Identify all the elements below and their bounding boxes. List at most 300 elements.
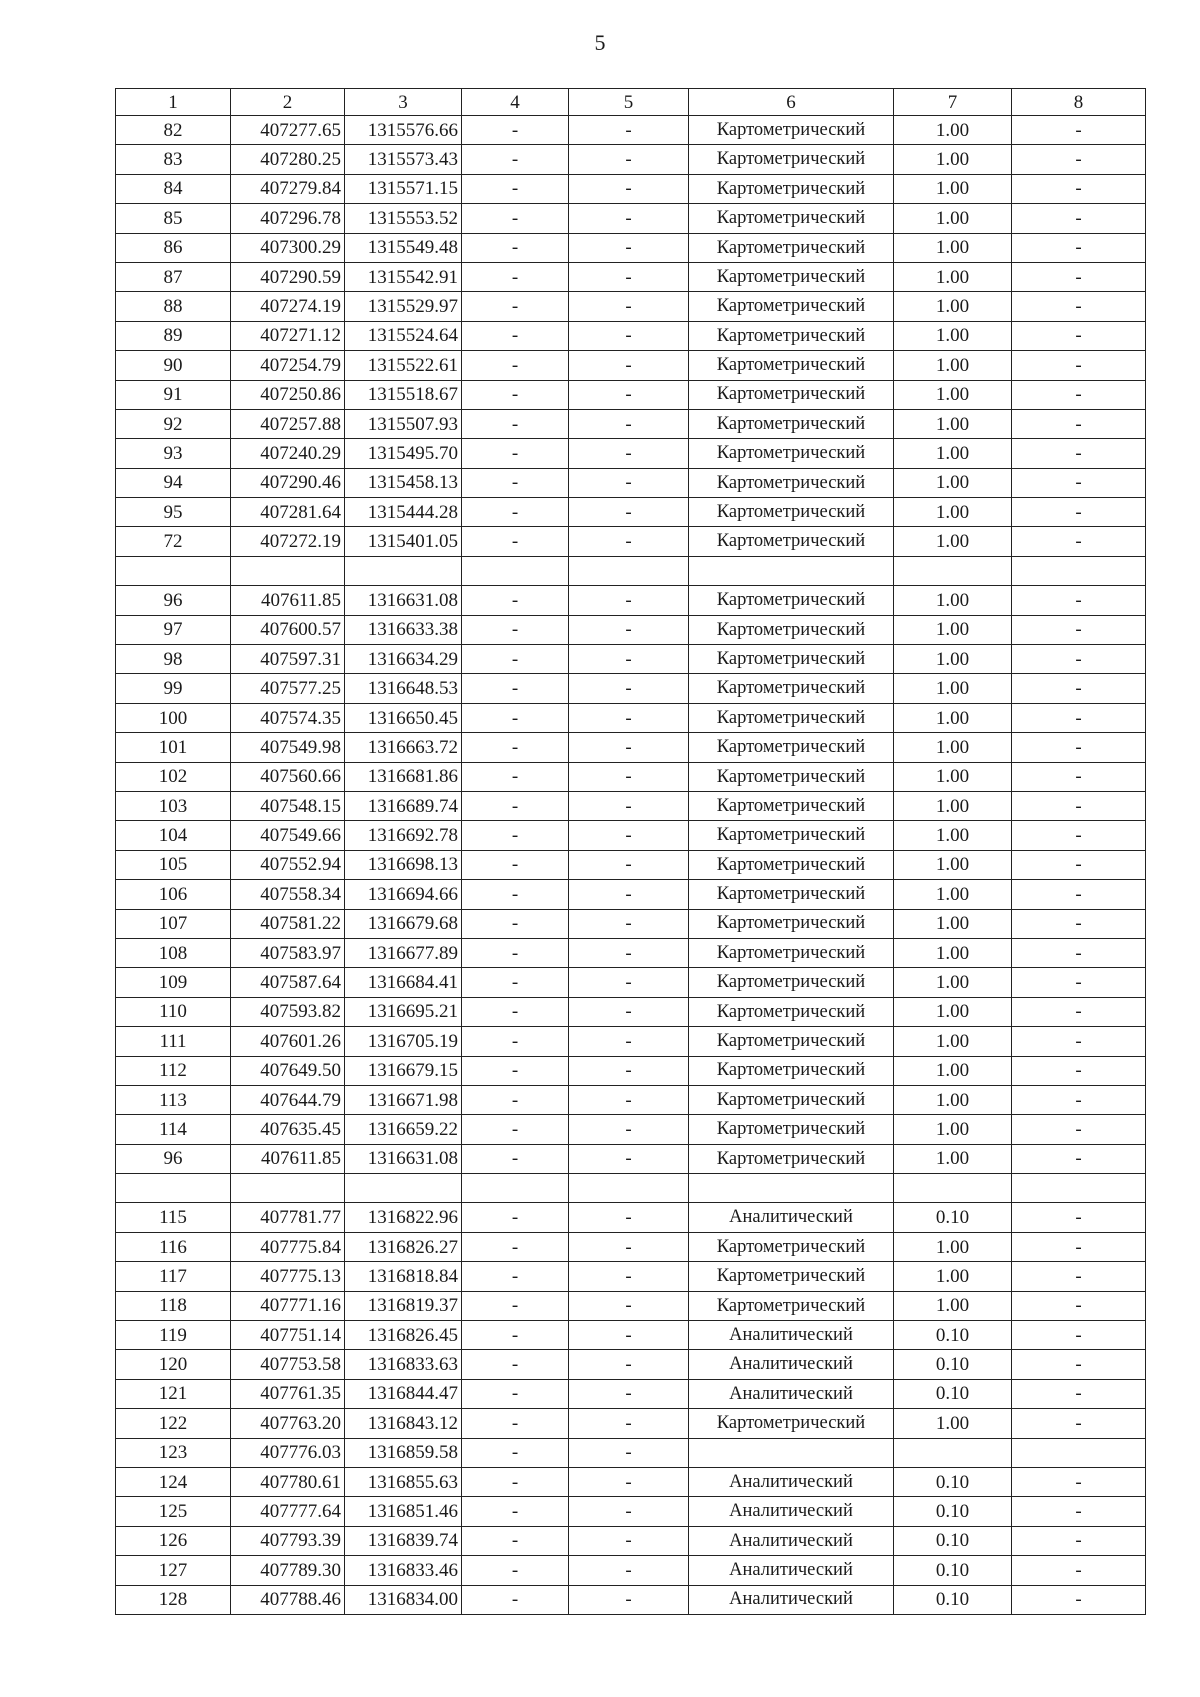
table-cell: 407277.65 xyxy=(231,116,345,145)
table-row xyxy=(116,292,1146,321)
table-cell: 407593.82 xyxy=(231,997,345,1026)
table-body xyxy=(116,116,1146,1615)
table-cell: 95 xyxy=(116,498,231,527)
table-cell: - xyxy=(462,1027,569,1056)
table-cell: - xyxy=(1012,850,1146,879)
table-cell: 1.00 xyxy=(894,997,1012,1026)
table-cell: Картометрический xyxy=(689,1085,894,1114)
table-cell: - xyxy=(569,1027,689,1056)
table-row xyxy=(116,703,1146,732)
table-cell: - xyxy=(462,586,569,615)
table-cell: 407775.13 xyxy=(231,1262,345,1291)
table-cell: 118 xyxy=(116,1291,231,1320)
table-cell: 1316818.84 xyxy=(345,1262,462,1291)
table-cell: Картометрический xyxy=(689,968,894,997)
column-header: 5 xyxy=(569,89,689,116)
column-header: 1 xyxy=(116,89,231,116)
coordinates-table xyxy=(115,88,1146,1615)
table-cell: Аналитический xyxy=(689,1497,894,1526)
table-cell: - xyxy=(569,968,689,997)
table-cell: - xyxy=(462,468,569,497)
table-cell: - xyxy=(569,439,689,468)
table-cell: 0.10 xyxy=(894,1585,1012,1614)
table-row xyxy=(116,1585,1146,1614)
table-cell: Картометрический xyxy=(689,674,894,703)
table-cell: Картометрический xyxy=(689,380,894,409)
table-row xyxy=(116,938,1146,967)
table-cell: - xyxy=(462,938,569,967)
table-cell: Картометрический xyxy=(689,880,894,909)
table-cell: 1.00 xyxy=(894,674,1012,703)
table-cell: - xyxy=(1012,1321,1146,1350)
table-cell: 1.00 xyxy=(894,938,1012,967)
table-row xyxy=(116,351,1146,380)
table-row xyxy=(116,321,1146,350)
table-cell: Картометрический xyxy=(689,351,894,380)
table-cell: Картометрический xyxy=(689,468,894,497)
table-cell: Картометрический xyxy=(689,1027,894,1056)
table-cell: 115 xyxy=(116,1203,231,1232)
table-cell: Картометрический xyxy=(689,1232,894,1261)
table-cell: 111 xyxy=(116,1027,231,1056)
table-cell: 407635.45 xyxy=(231,1115,345,1144)
table-row xyxy=(116,1174,1146,1203)
table-cell: - xyxy=(569,204,689,233)
table-cell: 1316648.53 xyxy=(345,674,462,703)
table-cell: Картометрический xyxy=(689,791,894,820)
table-cell: - xyxy=(569,262,689,291)
table-cell: - xyxy=(462,1497,569,1526)
table-row xyxy=(116,645,1146,674)
table-cell: - xyxy=(462,233,569,262)
table-cell: Картометрический xyxy=(689,1262,894,1291)
table-cell: - xyxy=(462,145,569,174)
table-cell: 1.00 xyxy=(894,439,1012,468)
table-cell: - xyxy=(1012,439,1146,468)
table-cell: - xyxy=(462,1350,569,1379)
column-header: 4 xyxy=(462,89,569,116)
table-cell: 112 xyxy=(116,1056,231,1085)
table-cell: 90 xyxy=(116,351,231,380)
table-cell: Картометрический xyxy=(689,527,894,556)
table-cell: 407793.39 xyxy=(231,1526,345,1555)
table-cell: 91 xyxy=(116,380,231,409)
table-cell xyxy=(1012,556,1146,585)
table-cell: - xyxy=(462,1144,569,1173)
table-cell: - xyxy=(462,527,569,556)
table-cell: Картометрический xyxy=(689,645,894,674)
table-cell: 88 xyxy=(116,292,231,321)
table-cell: 106 xyxy=(116,880,231,909)
table-cell: Картометрический xyxy=(689,821,894,850)
table-cell: 103 xyxy=(116,791,231,820)
table-cell xyxy=(894,1438,1012,1467)
table-cell: 407279.84 xyxy=(231,174,345,203)
table-cell: 1316826.27 xyxy=(345,1232,462,1261)
table-cell: 407281.64 xyxy=(231,498,345,527)
table-cell: 407775.84 xyxy=(231,1232,345,1261)
table-cell: Картометрический xyxy=(689,703,894,732)
table-cell: - xyxy=(569,498,689,527)
table-cell: - xyxy=(1012,262,1146,291)
table-cell: Аналитический xyxy=(689,1526,894,1555)
table-cell: 107 xyxy=(116,909,231,938)
table-cell: 1316698.13 xyxy=(345,850,462,879)
table-cell: 99 xyxy=(116,674,231,703)
table-cell: 123 xyxy=(116,1438,231,1467)
table-cell: - xyxy=(462,174,569,203)
table-row xyxy=(116,1232,1146,1261)
table-cell: 407788.46 xyxy=(231,1585,345,1614)
table-row xyxy=(116,1321,1146,1350)
table-cell: Картометрический xyxy=(689,1056,894,1085)
table-cell: 104 xyxy=(116,821,231,850)
table-cell: - xyxy=(462,1291,569,1320)
table-cell: 1.00 xyxy=(894,1409,1012,1438)
table-cell: - xyxy=(1012,1203,1146,1232)
table-cell: - xyxy=(462,1085,569,1114)
table-cell: 1316679.68 xyxy=(345,909,462,938)
table-cell: 1316844.47 xyxy=(345,1379,462,1408)
table-cell: - xyxy=(1012,174,1146,203)
table-cell: 0.10 xyxy=(894,1497,1012,1526)
table-cell: Аналитический xyxy=(689,1556,894,1585)
table-cell: 407548.15 xyxy=(231,791,345,820)
table-cell: 407771.16 xyxy=(231,1291,345,1320)
table-cell: - xyxy=(569,674,689,703)
table-row xyxy=(116,1497,1146,1526)
table-cell xyxy=(116,556,231,585)
table-cell: 1316631.08 xyxy=(345,1144,462,1173)
table-cell: - xyxy=(1012,733,1146,762)
table-cell: - xyxy=(569,116,689,145)
table-cell: - xyxy=(1012,1350,1146,1379)
table-cell: 1316843.12 xyxy=(345,1409,462,1438)
table-cell: 1315553.52 xyxy=(345,204,462,233)
table-row xyxy=(116,1262,1146,1291)
table-cell: 1316659.22 xyxy=(345,1115,462,1144)
table-cell: Картометрический xyxy=(689,292,894,321)
table-row xyxy=(116,233,1146,262)
table-cell: - xyxy=(1012,233,1146,262)
table-cell: 1.00 xyxy=(894,733,1012,762)
table-cell: 1.00 xyxy=(894,380,1012,409)
table-cell: 1.00 xyxy=(894,321,1012,350)
table-cell: 1.00 xyxy=(894,615,1012,644)
table-cell: 0.10 xyxy=(894,1379,1012,1408)
table-cell: 1316679.15 xyxy=(345,1056,462,1085)
table-cell: - xyxy=(1012,1291,1146,1320)
table-cell: - xyxy=(569,1409,689,1438)
table-cell: - xyxy=(569,1467,689,1496)
table-cell: 1.00 xyxy=(894,1115,1012,1144)
table-cell: Аналитический xyxy=(689,1379,894,1408)
table-cell: 1.00 xyxy=(894,909,1012,938)
table-cell: Картометрический xyxy=(689,1409,894,1438)
column-header: 3 xyxy=(345,89,462,116)
table-cell: 1316695.21 xyxy=(345,997,462,1026)
table-cell: 1315507.93 xyxy=(345,409,462,438)
table-cell: 120 xyxy=(116,1350,231,1379)
table-row xyxy=(116,498,1146,527)
table-cell: 1.00 xyxy=(894,145,1012,174)
table-cell: Картометрический xyxy=(689,615,894,644)
table-cell: - xyxy=(1012,204,1146,233)
table-cell: - xyxy=(462,1556,569,1585)
table-cell: 1316684.41 xyxy=(345,968,462,997)
table-cell: - xyxy=(462,1526,569,1555)
table-cell: - xyxy=(462,1379,569,1408)
table-cell: - xyxy=(1012,145,1146,174)
table-cell: 1.00 xyxy=(894,586,1012,615)
table-cell: 407644.79 xyxy=(231,1085,345,1114)
table-cell: 1.00 xyxy=(894,116,1012,145)
table-row xyxy=(116,1350,1146,1379)
table-cell: - xyxy=(1012,1027,1146,1056)
table-cell: - xyxy=(569,1291,689,1320)
table-cell: 1316826.45 xyxy=(345,1321,462,1350)
table-cell: 1316859.58 xyxy=(345,1438,462,1467)
table-row xyxy=(116,262,1146,291)
table-cell: - xyxy=(569,791,689,820)
table-cell: Картометрический xyxy=(689,174,894,203)
table-cell: 1316851.46 xyxy=(345,1497,462,1526)
table-cell: 1.00 xyxy=(894,1291,1012,1320)
table-cell: - xyxy=(462,1321,569,1350)
table-cell: 110 xyxy=(116,997,231,1026)
table-cell: 1316694.66 xyxy=(345,880,462,909)
table-cell: 1316681.86 xyxy=(345,762,462,791)
table-cell: 1.00 xyxy=(894,850,1012,879)
table-cell: 407574.35 xyxy=(231,703,345,732)
table-cell: 109 xyxy=(116,968,231,997)
table-cell: 1316839.74 xyxy=(345,1526,462,1555)
table-cell: - xyxy=(569,174,689,203)
table-cell: - xyxy=(1012,1526,1146,1555)
table-cell: Аналитический xyxy=(689,1350,894,1379)
table-cell: Картометрический xyxy=(689,850,894,879)
table-cell: 1315495.70 xyxy=(345,439,462,468)
table-cell: 128 xyxy=(116,1585,231,1614)
table-cell: - xyxy=(569,762,689,791)
table-cell: 0.10 xyxy=(894,1556,1012,1585)
table-cell: 83 xyxy=(116,145,231,174)
table-cell: 85 xyxy=(116,204,231,233)
table-cell: 1315529.97 xyxy=(345,292,462,321)
table-cell xyxy=(689,556,894,585)
table-cell: 96 xyxy=(116,1144,231,1173)
table-cell: 1315542.91 xyxy=(345,262,462,291)
table-cell: 108 xyxy=(116,938,231,967)
table-cell: 1.00 xyxy=(894,292,1012,321)
table-cell: - xyxy=(569,1085,689,1114)
table-cell: - xyxy=(569,1497,689,1526)
table-cell: 98 xyxy=(116,645,231,674)
table-cell: Картометрический xyxy=(689,409,894,438)
table-cell: 407776.03 xyxy=(231,1438,345,1467)
table-cell: 1316822.96 xyxy=(345,1203,462,1232)
table-cell: 1316663.72 xyxy=(345,733,462,762)
table-cell: 101 xyxy=(116,733,231,762)
table-cell: - xyxy=(462,351,569,380)
table-cell: - xyxy=(1012,1232,1146,1261)
table-row xyxy=(116,116,1146,145)
table-cell: 407552.94 xyxy=(231,850,345,879)
table-cell: 407290.59 xyxy=(231,262,345,291)
table-cell: 1316855.63 xyxy=(345,1467,462,1496)
table-cell: 1316689.74 xyxy=(345,791,462,820)
table-row xyxy=(116,380,1146,409)
table-cell: 1315518.67 xyxy=(345,380,462,409)
table-cell: 407290.46 xyxy=(231,468,345,497)
table-cell: 1315573.43 xyxy=(345,145,462,174)
table-row xyxy=(116,1291,1146,1320)
table-cell xyxy=(231,1174,345,1203)
table-cell xyxy=(231,556,345,585)
table-cell: - xyxy=(569,880,689,909)
table-cell: 87 xyxy=(116,262,231,291)
table-cell: - xyxy=(1012,1056,1146,1085)
table-cell: 407558.34 xyxy=(231,880,345,909)
table-cell: - xyxy=(569,733,689,762)
table-cell xyxy=(116,1174,231,1203)
table-cell xyxy=(462,1174,569,1203)
table-cell: Аналитический xyxy=(689,1467,894,1496)
table-cell: 407240.29 xyxy=(231,439,345,468)
table-cell: - xyxy=(1012,1379,1146,1408)
table-cell: 407600.57 xyxy=(231,615,345,644)
column-header: 7 xyxy=(894,89,1012,116)
table-cell: 1316834.00 xyxy=(345,1585,462,1614)
table-cell: 407780.61 xyxy=(231,1467,345,1496)
table-cell: 407777.64 xyxy=(231,1497,345,1526)
table-cell: 407577.25 xyxy=(231,674,345,703)
table-cell: 1.00 xyxy=(894,791,1012,820)
table-row xyxy=(116,586,1146,615)
table-cell: 0.10 xyxy=(894,1467,1012,1496)
table-cell: - xyxy=(1012,351,1146,380)
table-cell: 1.00 xyxy=(894,233,1012,262)
table-cell: - xyxy=(1012,938,1146,967)
table-cell: 93 xyxy=(116,439,231,468)
table-row xyxy=(116,174,1146,203)
table-cell: - xyxy=(462,1232,569,1261)
table-cell: 407611.85 xyxy=(231,1144,345,1173)
table-cell: Картометрический xyxy=(689,733,894,762)
table-cell: - xyxy=(569,351,689,380)
table-cell: 100 xyxy=(116,703,231,732)
table-cell: - xyxy=(462,762,569,791)
table-cell: - xyxy=(462,204,569,233)
table-cell: - xyxy=(569,909,689,938)
table-cell: 407763.20 xyxy=(231,1409,345,1438)
table-cell: 117 xyxy=(116,1262,231,1291)
table-cell: - xyxy=(569,380,689,409)
table-cell: 116 xyxy=(116,1232,231,1261)
table-cell: 124 xyxy=(116,1467,231,1496)
table-cell: - xyxy=(569,527,689,556)
table-cell: - xyxy=(569,1232,689,1261)
table-cell: Картометрический xyxy=(689,204,894,233)
table-row xyxy=(116,1467,1146,1496)
table-cell: - xyxy=(462,1203,569,1232)
table-cell xyxy=(894,1174,1012,1203)
table-cell: 1316833.63 xyxy=(345,1350,462,1379)
table-cell: 407254.79 xyxy=(231,351,345,380)
table-cell: - xyxy=(462,439,569,468)
table-cell: 407649.50 xyxy=(231,1056,345,1085)
table-cell: 1315549.48 xyxy=(345,233,462,262)
table-row xyxy=(116,1556,1146,1585)
column-header: 8 xyxy=(1012,89,1146,116)
table-cell: 407250.86 xyxy=(231,380,345,409)
table-cell: 0.10 xyxy=(894,1526,1012,1555)
table-cell: - xyxy=(462,733,569,762)
table-cell: - xyxy=(1012,586,1146,615)
table-cell: 105 xyxy=(116,850,231,879)
column-header: 6 xyxy=(689,89,894,116)
table-cell: - xyxy=(1012,116,1146,145)
table-cell: 1315401.05 xyxy=(345,527,462,556)
table-cell xyxy=(1012,1174,1146,1203)
table-cell: 86 xyxy=(116,233,231,262)
table-cell: - xyxy=(1012,527,1146,556)
table-cell: - xyxy=(1012,1467,1146,1496)
table-cell: - xyxy=(1012,909,1146,938)
table-cell: 407587.64 xyxy=(231,968,345,997)
table-cell: - xyxy=(569,997,689,1026)
table-cell: - xyxy=(569,821,689,850)
table-cell xyxy=(345,1174,462,1203)
table-row xyxy=(116,909,1146,938)
table-cell: - xyxy=(569,233,689,262)
table-cell: - xyxy=(569,938,689,967)
table-cell: - xyxy=(569,1056,689,1085)
table-cell: 1316692.78 xyxy=(345,821,462,850)
table-row xyxy=(116,674,1146,703)
table-cell: - xyxy=(1012,821,1146,850)
table-cell: 407560.66 xyxy=(231,762,345,791)
table-cell: 121 xyxy=(116,1379,231,1408)
table-cell: 407753.58 xyxy=(231,1350,345,1379)
table-cell: - xyxy=(1012,703,1146,732)
table-cell: 114 xyxy=(116,1115,231,1144)
table-row xyxy=(116,733,1146,762)
table-cell: - xyxy=(569,1144,689,1173)
table-cell: - xyxy=(1012,791,1146,820)
table-cell: 0.10 xyxy=(894,1203,1012,1232)
table-cell: - xyxy=(462,116,569,145)
table-cell: - xyxy=(569,1115,689,1144)
table-cell: 126 xyxy=(116,1526,231,1555)
table-cell: - xyxy=(462,1409,569,1438)
table-cell: 407271.12 xyxy=(231,321,345,350)
table-cell: 1315576.66 xyxy=(345,116,462,145)
table-cell xyxy=(569,556,689,585)
table-cell: - xyxy=(569,321,689,350)
table-row xyxy=(116,850,1146,879)
table-cell: - xyxy=(462,674,569,703)
table-row xyxy=(116,204,1146,233)
table-cell: 102 xyxy=(116,762,231,791)
table-cell: Картометрический xyxy=(689,321,894,350)
table-cell: - xyxy=(462,292,569,321)
table-cell: 1316671.98 xyxy=(345,1085,462,1114)
table-cell: - xyxy=(1012,409,1146,438)
table-row xyxy=(116,1379,1146,1408)
table-row xyxy=(116,1203,1146,1232)
table-cell: - xyxy=(462,615,569,644)
